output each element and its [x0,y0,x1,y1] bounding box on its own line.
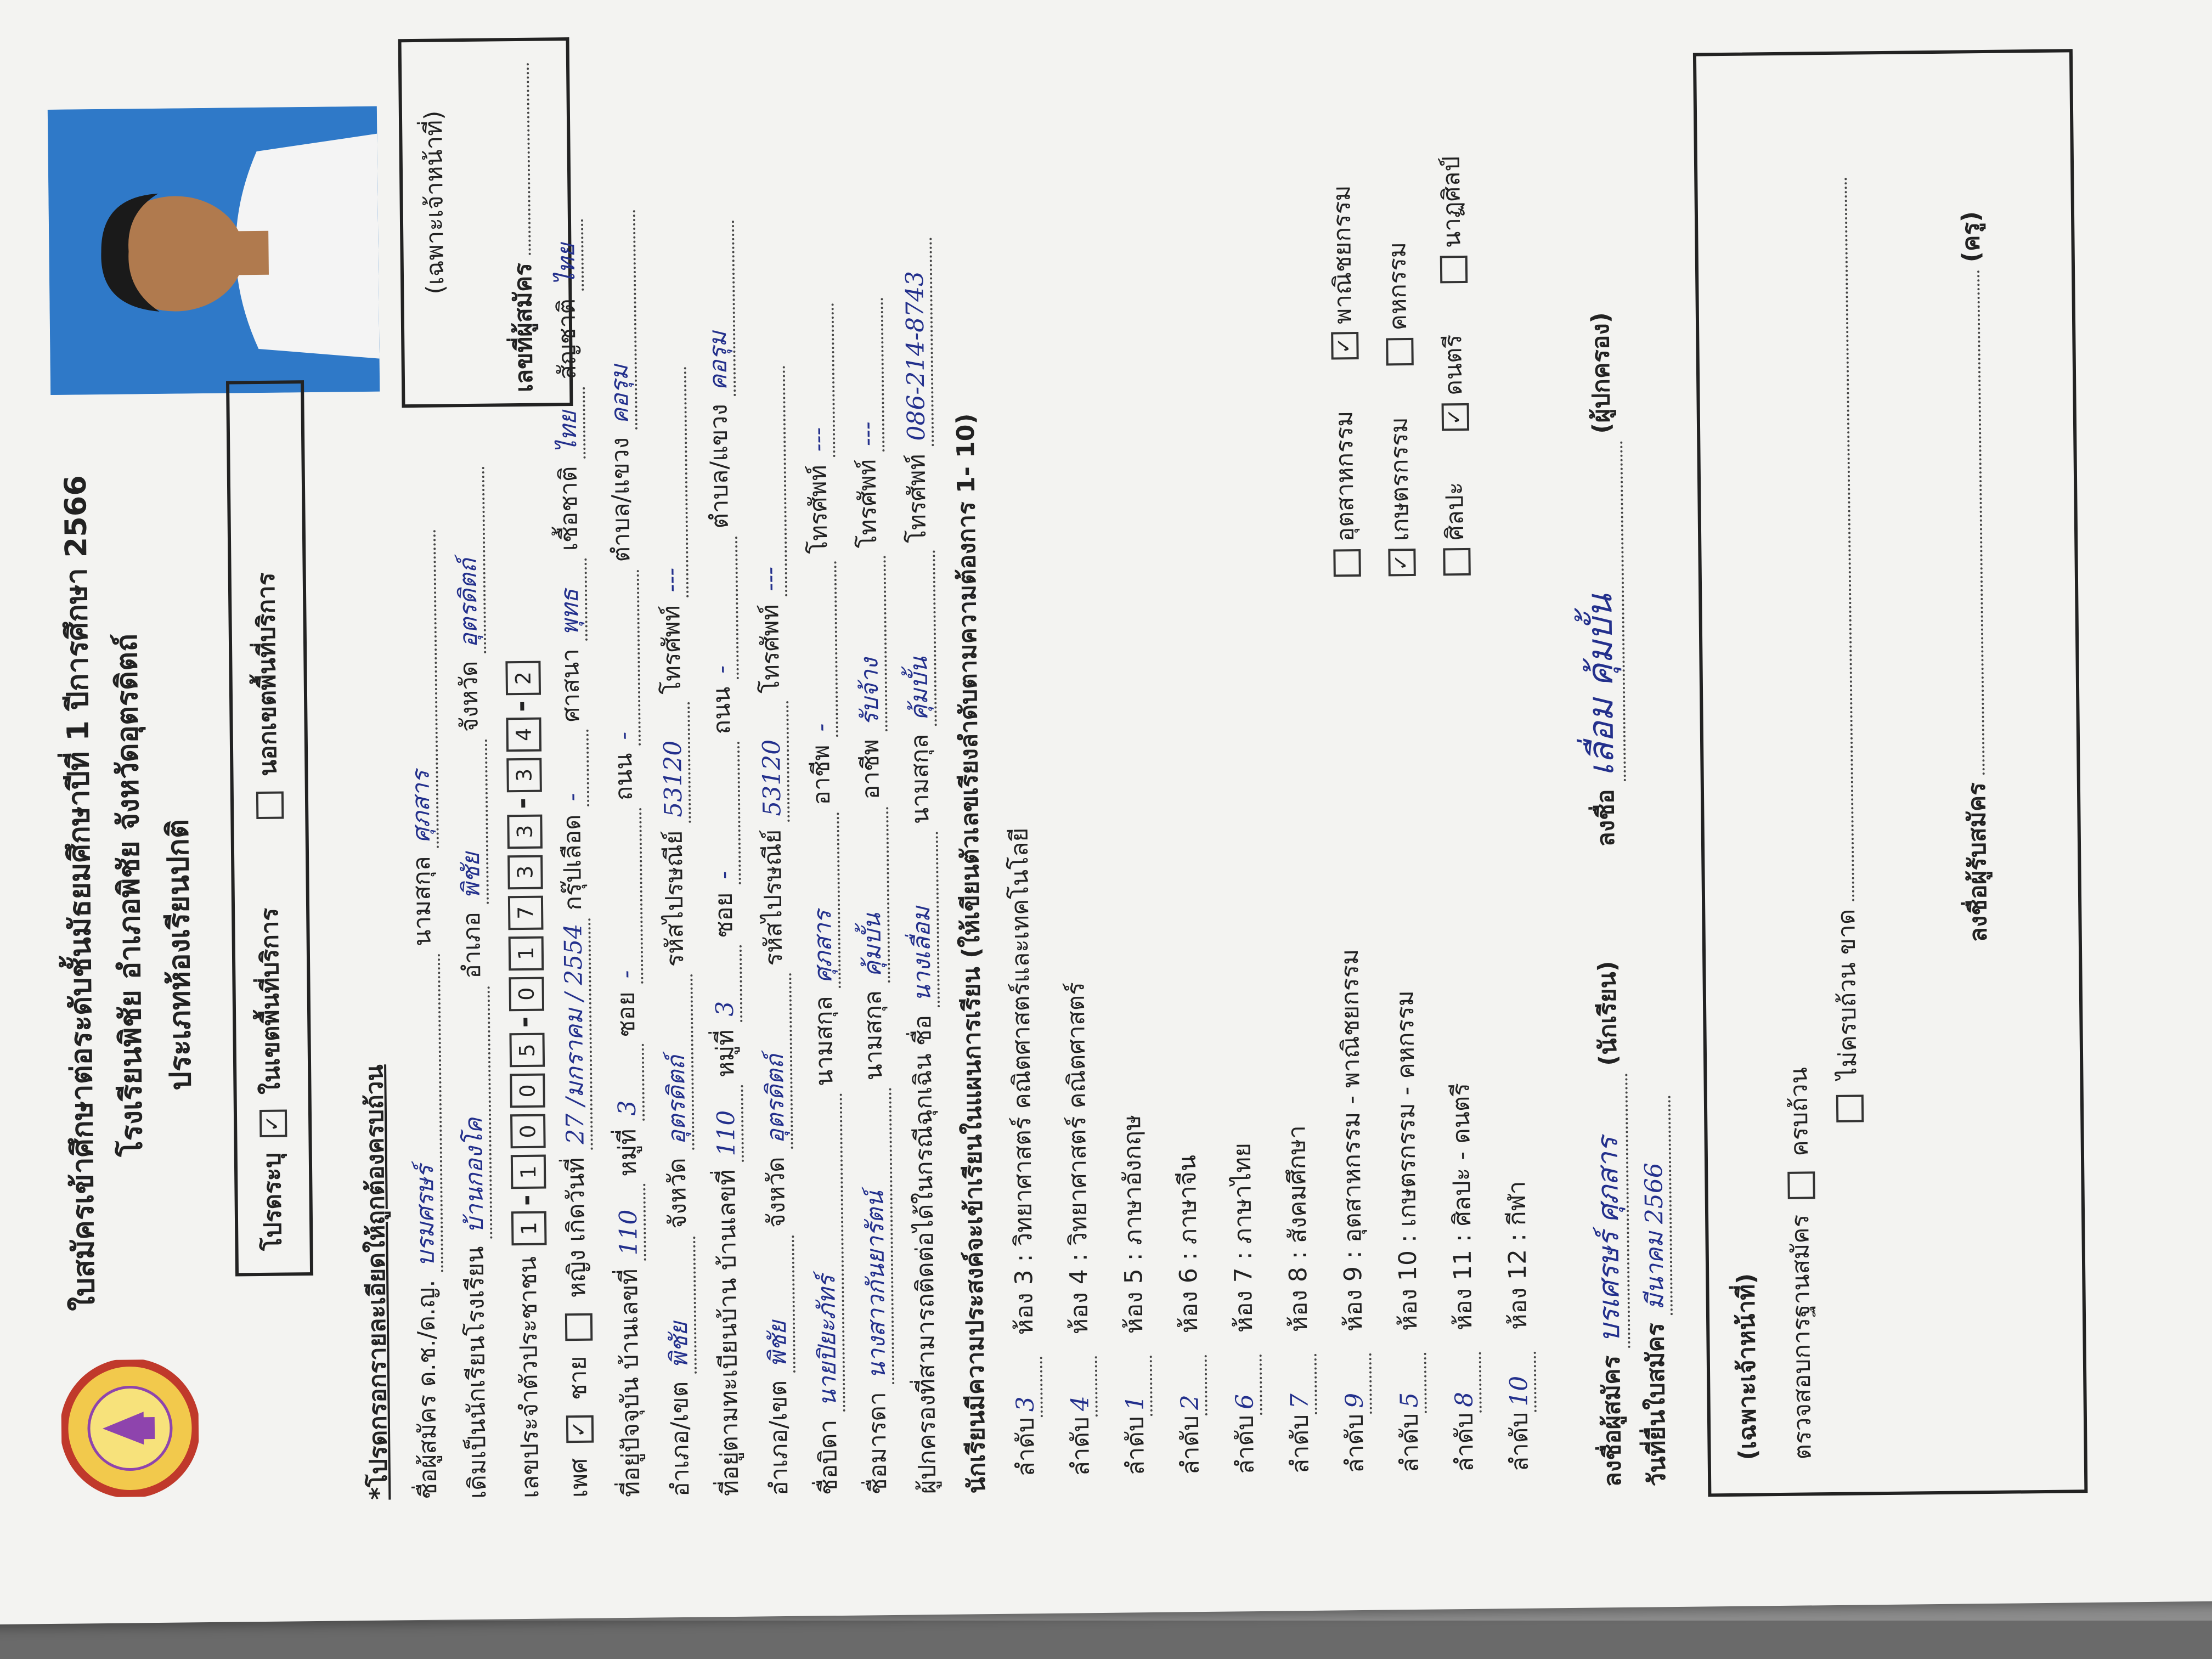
female-checkbox[interactable] [565,1313,593,1341]
complete-label: ครบถ้วน [1785,1067,1814,1157]
order-field[interactable]: 9 [1339,1353,1372,1414]
choice-row [1169,826,1231,1475]
reg-subdistrict-field[interactable]: คอรุม [702,221,736,397]
father-label: ชื่อบิดา [814,1419,843,1496]
applicant-number-label: เลขที่ผู้สมัคร [509,262,539,393]
out-zone-checkbox[interactable] [256,792,284,820]
school-province-field[interactable]: อุตรดิตถ์ [452,466,487,653]
id-digit-box[interactable]: 1 [509,936,544,970]
order-label: ลำดับ [1176,1415,1205,1475]
reg-phone-field[interactable]: --- [753,366,787,597]
guardian-signature[interactable]: เลื่อม คุ้มบั้น [1576,441,1626,782]
surname-label: นามสกุล [408,856,437,946]
address-phone-field[interactable]: --- [654,367,689,598]
guardian-name-field[interactable]: นางเลื่อม [906,832,940,1008]
choice-row [1005,827,1066,1477]
choice-row [1224,825,1285,1475]
address-phone-label: โทรศัพท์ [657,605,687,695]
id-digit-box[interactable]: 1 [511,1211,547,1246]
order-field[interactable]: 4 [1065,1356,1098,1417]
sub-options-room9 [1327,141,1361,584]
applicant-number-field[interactable] [527,63,531,255]
moo-label: หมู่ที่ [613,1128,642,1177]
id-separator: - [505,700,537,713]
dob-field[interactable]: 27 /มกราคม / 2554 [558,918,592,1150]
house-number-field[interactable]: 110 [613,1184,646,1261]
mother-surname-label: นามสกุล [859,990,888,1081]
subdistrict-field[interactable]: คอรุม [603,210,637,430]
class-type: ประเภทห้องเรียนปกติ [160,819,198,1091]
male-label: ชาย [563,1356,592,1401]
religion-field[interactable]: พุทธ [554,558,588,641]
school-label: เดิมเป็นนักเรียนโรงเรียน [461,1246,492,1499]
officer-heading: (เฉพาะเจ้าหน้าที่) [1732,1273,1762,1460]
id-number-row [503,658,549,1498]
gender-label: เพศ [565,1458,594,1498]
school-seal-logo [61,1359,200,1498]
guardian-surname-field[interactable]: คุ้มบั้น [902,550,936,726]
soi-field[interactable]: - [609,808,643,984]
id-digit-box[interactable]: 4 [506,718,541,752]
out-zone-label: นอกเขตพื้นที่บริการ [252,572,283,777]
order-label: ลำดับ [1505,1412,1534,1472]
blood-field[interactable]: - [556,730,589,807]
id-separator: - [505,797,538,809]
sub-option-label: อุตสาหกรรม [1330,410,1360,542]
first-name-field[interactable]: บรมศรษร์ [408,953,443,1272]
guardian-phone-field[interactable]: 086-214-8743 [899,238,934,447]
check-label: ตรวจสอบการฐานสมัคร [1786,1214,1817,1460]
reg-province-label: จังหวัด [761,1156,791,1228]
sub-option-checkbox[interactable] [1440,256,1468,284]
incomplete-checkbox[interactable] [1836,1094,1864,1122]
sub-options-room11 [1436,112,1471,583]
postal-label: รหัสไปรษณีย์ [659,830,690,967]
sub-option-checkbox[interactable]: ✓ [1331,331,1359,359]
registered-address-row-1 [702,221,747,1496]
applicant-signature[interactable]: บรเศรษร์ ศุภสาร [1589,1073,1630,1348]
receiver-signature-field[interactable] [1977,270,1985,775]
date-row [1638,1096,1674,1487]
father-name-field[interactable]: นายปิยะภัทร์ [810,1093,845,1412]
mother-name-field[interactable]: นางสาวกันยารัตน์ [859,1088,895,1385]
table-edge [0,1621,2212,1659]
surname-field[interactable]: ศุภสาร [403,530,439,849]
father-phone-label: โทรศัพท์ [804,465,833,554]
room-label: ห้อง 5 : ภาษาอังกฤษ [1118,1114,1149,1334]
guardian-phone-label: โทรศัพท์ [902,454,932,544]
reg-subdistrict-label: ตำบล/แขวง [704,403,734,529]
officer-box [1693,49,2088,1497]
reg-postal-label: รหัสไปรษณีย์ [758,829,788,966]
father-surname-field[interactable]: ศุภสาร [806,812,840,989]
id-digit-box[interactable]: 3 [506,758,542,793]
room-label: ห้อง 9 : อุตสาหกรรม - พาณิชยกรรม [1335,949,1368,1332]
order-field[interactable]: 1 [1120,1356,1153,1417]
registered-address-row-2 [753,366,797,1496]
father-job-field[interactable]: - [804,561,838,737]
order-field[interactable]: 3 [1010,1357,1043,1418]
choice-row [1114,826,1176,1476]
sub-option-checkbox[interactable] [1386,338,1414,366]
id-digit-box[interactable]: 5 [509,1033,545,1068]
room-label: ห้อง 4 : วิทยาศาสตร์ คณิตศาสตร์ [1062,981,1094,1335]
sub-option-checkbox[interactable] [1333,549,1361,577]
subdistrict-label: ตำบล/แขวง [606,437,636,562]
name-row [403,530,445,1499]
sub-option-label: เกษตรกรรม [1385,417,1415,541]
race-field[interactable]: ไทย [552,387,585,459]
reg-house-number-field[interactable]: 110 [710,1085,743,1162]
id-digit-box[interactable]: 1 [511,1155,546,1189]
guardian-signature-label: ลงชื่อ [1591,789,1621,847]
current-address-row-1 [603,210,649,1498]
registered-address-label: ที่อยู่ตามทะเบียนบ้าน บ้านเลขที่ [713,1169,744,1497]
room-label: ห้อง 10 : เกษตรกรรม - คหกรรม [1391,990,1423,1331]
female-label: หญิง [562,1249,591,1298]
applicant-signature-label: ลงชื่อผู้สมัคร [1597,1355,1627,1487]
receiver-role: (ครู) [1956,211,1985,263]
in-zone-label: ในเขตพื้นที่บริการ [256,907,286,1095]
applicant-photo [48,106,380,395]
order-label: ลำดับ [1450,1412,1479,1472]
reg-moo-field[interactable]: 3 [709,945,742,1022]
zone-label: โปรดระบุ [258,1152,287,1251]
reg-soi-label: ซอย [709,892,738,938]
id-digit-box[interactable]: 2 [505,661,541,696]
order-label: ลำดับ [1121,1415,1150,1476]
applicant-role: (นักเรียน) [1593,961,1623,1066]
mother-row [850,298,895,1495]
submit-date-label: วันที่ยื่นใบสมัคร [1641,1323,1672,1487]
moo-field[interactable]: 3 [612,1044,645,1121]
complete-checkbox[interactable] [1787,1171,1815,1199]
order-field[interactable]: 2 [1175,1355,1207,1416]
mother-phone-field[interactable]: --- [850,298,884,452]
mother-job-field[interactable]: รับจ้าง [853,556,887,732]
order-label: ลำดับ [1340,1413,1369,1474]
form-page [13,0,2169,1575]
order-label: ลำดับ [1395,1413,1424,1473]
father-phone-field[interactable]: --- [802,303,836,458]
id-digit-box[interactable]: 3 [507,855,543,889]
choice-row [1389,823,1450,1473]
guardian-label: ผู้ปกครองที่สามารถติดต่อได้ในกรณีฉุกเฉิน ชื่อ [909,1014,942,1494]
reg-district-field[interactable]: พิชัย [761,1235,795,1373]
zone-selector [226,380,313,1276]
officer-only-label: (เฉพาะเจ้าหน้าที่) [419,110,450,295]
choice-row [1059,827,1121,1476]
instruction-text: *โปรดกรอกรายละเอียดให้ถูกต้องครบถ้วน [360,1064,393,1500]
choice-row [1443,823,1505,1472]
room-label: ห้อง 7 : ภาษาไทย [1228,1142,1259,1333]
reg-road-field[interactable]: - [705,536,739,679]
submit-date-field[interactable]: มีนาคม 2566 [1638,1096,1673,1316]
room-label: ห้อง 11 : ศิลปะ - ดนตรี [1447,1082,1478,1331]
address-district-field[interactable]: พิชัย [663,1237,697,1374]
nationality-label: สัญชาติ [552,298,582,380]
id-label: เลขประจำตัวประชาชน [514,1256,545,1499]
missing-items-field[interactable] [1844,177,1854,901]
applicant-signature-row [1575,312,1633,1487]
current-address-label: ที่อยู่ปัจจุบัน บ้านเลขที่ [614,1268,646,1498]
father-surname-label: นามสกุล [809,996,839,1087]
choice-list [1005,822,1560,1476]
guardian-role: (ผู้ปกครอง) [1586,312,1616,434]
sub-option-checkbox[interactable]: ✓ [1442,403,1470,431]
applicant-number-box [398,37,573,408]
id-digit-box[interactable]: 7 [508,895,544,930]
choices-heading: นักเรียนมีความประสงค์จะเข้าเรียนในแผนการเรียน (ให้เขียนตัวเลขเรียงลำดับตามความต้องการ 1- 10) [951,413,991,1494]
male-checkbox[interactable]: ✓ [566,1415,594,1443]
reg-moo-label: หมู่ที่ [711,1029,740,1077]
id-digit-box[interactable]: 3 [507,814,543,849]
sub-option-label: คหกรรม [1383,241,1413,331]
postal-field[interactable]: 53120 [657,702,691,823]
order-field[interactable]: 8 [1449,1352,1482,1413]
room-label: ห้อง 8 : สังคมศึกษา [1283,1125,1313,1333]
address-province-label: จังหวัด [663,1158,692,1229]
gender-dob-row [551,219,596,1498]
reg-road-label: ถนน [707,686,736,735]
form-title: ใบสมัครเข้าศึกษาต่อระดับชั้นมัธยมศึกษาปีที่ 1 ปีการศึกษา 2566 [58,475,101,1311]
room-label: ห้อง 6 : ภาษาจีน [1173,1154,1204,1334]
school-district-label: อำเภอ [458,911,487,979]
father-job-label: อาชีพ [807,744,836,805]
mother-surname-field[interactable]: คุ้มบั้น [856,807,890,983]
sub-option-label: ดนตรี [1439,334,1468,396]
choice-row [1279,825,1340,1474]
guardian-row [899,238,945,1494]
in-zone-checkbox[interactable]: ✓ [259,1110,287,1138]
current-address-row-2 [654,367,698,1497]
school-district-field[interactable]: พิชัย [455,740,489,905]
sub-option-label: นาฏศิลป์ [1437,156,1466,249]
room-label: ห้อง 3 : วิทยาศาสตร์ คณิตศาสตร์และเทคโนโลยี [1005,827,1039,1335]
sub-option-label: ศิลปะ [1441,482,1470,541]
order-label: ลำดับ [1066,1416,1095,1476]
race-label: เชื้อชาติ [554,466,584,551]
order-label: ลำดับ [1231,1414,1260,1475]
name-label: ชื่อผู้สมัคร ด.ช./ด.ญ. [412,1279,443,1500]
school-name: โรงเรียนพิชัย อำเภอพิชัย จังหวัดอุตรดิตถ์ [109,633,149,1157]
father-row [802,303,847,1495]
id-separator: - [510,1194,542,1206]
order-field[interactable]: 6 [1229,1355,1262,1415]
reg-phone-label: โทรศัพท์ [756,604,786,693]
id-digit-box[interactable]: 0 [509,977,544,1011]
road-field[interactable]: - [607,569,641,746]
order-field[interactable]: 10 [1504,1351,1537,1412]
order-label: ลำดับ [1285,1414,1314,1474]
sub-options-room10 [1382,198,1416,584]
incomplete-label: ไม่ครบถ้วน ขาด [1832,909,1863,1080]
reg-province-field[interactable]: อุตรดิตถ์ [759,973,793,1149]
blood-label: กรุ๊ปเลือด [558,814,588,911]
room-label: ห้อง 12 : กีฬา [1503,1181,1533,1330]
religion-label: ศาสนา [556,648,585,723]
order-label: ลำดับ [1011,1417,1040,1477]
address-province-field[interactable]: อุตรดิตถ์ [660,974,694,1150]
mother-label: ชื่อมารดา [863,1392,893,1495]
nationality-field[interactable]: ไทย [551,219,584,291]
receiver-signature-label: ลงชื่อผู้รับสมัคร [1962,782,1993,943]
choice-row [1334,824,1395,1474]
dob-label: เกิดวันที่ [561,1157,591,1242]
road-label: ถนน [610,753,639,801]
id-separator: - [508,1016,540,1028]
mother-job-label: อาชีพ [856,738,885,800]
id-number-boxes[interactable] [507,658,541,1249]
school-province-label: จังหวัด [455,661,484,732]
id-digit-box[interactable]: 0 [510,1074,545,1108]
reg-district-label: อำเภอ/เขต [764,1380,794,1496]
address-district-label: อำเภอ/เขต [665,1381,695,1497]
old-school-field[interactable]: บ้านกองโค [458,986,493,1239]
order-field[interactable]: 5 [1394,1353,1427,1414]
guardian-surname-label: นามสกุล [905,733,935,825]
soi-label: ซอย [612,991,641,1037]
sub-option-checkbox[interactable] [1443,548,1471,576]
order-field[interactable]: 7 [1284,1354,1317,1415]
sub-option-label: พาณิชยกรรม [1328,185,1358,325]
mother-phone-label: โทรศัพท์ [853,459,883,549]
reg-postal-field[interactable]: 53120 [756,701,789,822]
id-digit-box[interactable]: 0 [510,1114,546,1149]
school-row [452,466,495,1499]
choice-row [1498,822,1560,1471]
reg-soi-field[interactable]: - [707,742,741,885]
sub-option-checkbox[interactable]: ✓ [1388,549,1416,577]
